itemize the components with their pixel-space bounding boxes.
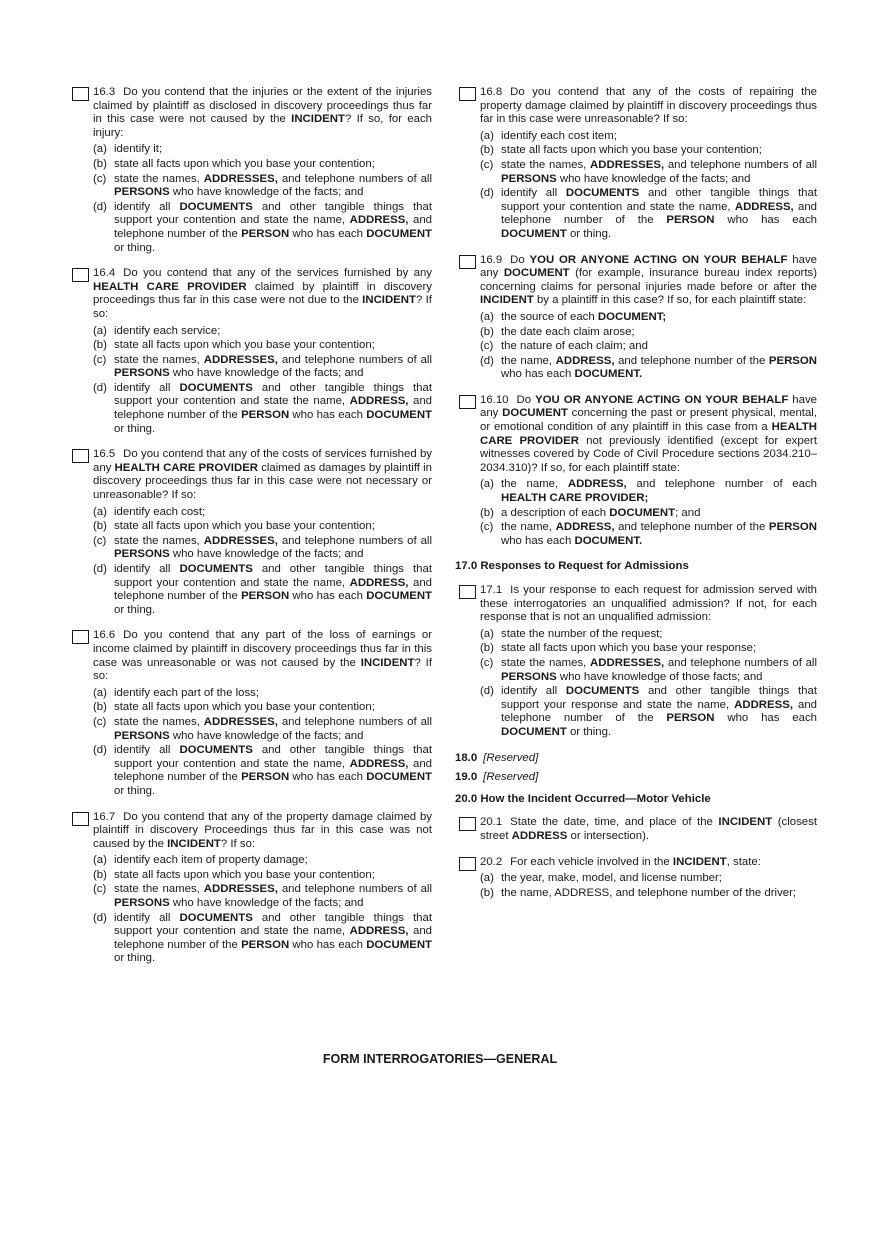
subpart-item (480, 159, 817, 186)
subpart-marker: (d) (93, 381, 107, 394)
defined-term: PERSON (768, 354, 817, 367)
defined-term: DOCUMENTS (565, 187, 640, 200)
section-17-heading: 17.0 Responses to Request for Admissions (455, 560, 689, 573)
defined-term: DOCUMENTS (565, 685, 640, 698)
subpart-marker: (b) (93, 868, 107, 881)
subpart-item (93, 506, 432, 520)
subpart-marker: (b) (480, 886, 494, 899)
defined-term: INCIDENT (360, 656, 415, 669)
defined-term: YOU OR ANYONE ACTING ON YOUR BEHALF (529, 253, 788, 266)
defined-term: ADDRESS, (349, 395, 409, 408)
subpart-marker: (a) (93, 505, 107, 518)
subpart-list (455, 130, 817, 242)
subpart-item (93, 520, 432, 534)
subpart-item (93, 382, 432, 436)
subpart-item (480, 326, 817, 340)
interrogatory-text: Do you contend that any of the property damage claimed by plaintiff in discovery Proceedings thus far in this case was not caused by the INCIDENT? If so: (93, 810, 432, 850)
interrogatory-16-4 (68, 267, 432, 436)
defined-term: PERSONS (114, 548, 170, 561)
defined-term: PERSONS (114, 729, 170, 742)
defined-term: ADDRESSES, (203, 172, 278, 185)
interrogatory-number: 17.1 (480, 584, 503, 596)
defined-term: DOCUMENT (503, 267, 570, 280)
subpart-marker: (d) (93, 200, 107, 213)
defined-term: DOCUMENT. (574, 368, 643, 381)
subpart-text: state the names, ADDRESSES, and telephone numbers of all PERSONS who have knowledge of those facts; and (501, 656, 817, 683)
reserved-section (455, 752, 817, 766)
subpart-item (93, 744, 432, 798)
subpart-item (480, 887, 817, 901)
subpart-list (455, 628, 817, 740)
subpart-text: state all facts upon which you base your contention; (114, 520, 375, 533)
interrogatory-stem (455, 254, 817, 308)
defined-term: ADDRESS, (349, 757, 409, 770)
defined-term: ADDRESS, (734, 200, 794, 213)
section-20-heading: 20.0 How the Incident Occurred—Motor Vehicle (455, 792, 711, 805)
defined-term: DOCUMENT (366, 771, 433, 784)
questions-16-group (455, 86, 817, 548)
interrogatory-20-2 (455, 856, 817, 901)
subpart-marker: (d) (480, 354, 494, 367)
defined-term: DOCUMENT (609, 506, 676, 519)
subpart-item (480, 340, 817, 354)
defined-term: PERSON (241, 590, 290, 603)
subpart-text: state all facts upon which you base your contention; (114, 339, 375, 352)
subpart-text: identify all DOCUMENTS and other tangible things that support your contention and state the name, ADDRESS, and telephone number of the PERSON who has each DOCUMENT or thing. (114, 381, 433, 435)
interrogatory-checkbox[interactable] (459, 857, 476, 871)
interrogatory-checkbox[interactable] (72, 630, 89, 644)
subpart-marker: (a) (480, 478, 494, 491)
defined-term: PERSON (241, 771, 290, 784)
interrogatory-stem (68, 811, 432, 852)
subpart-text: state the number of the request; (501, 627, 663, 640)
subpart-text: state all facts upon which you base your contention; (114, 701, 375, 714)
interrogatory-text: Do YOU OR ANYONE ACTING ON YOUR BEHALF have any DOCUMENT concerning the past or present physical, mental, or emotional condition of any plaintiff in this case from a HEALTH CARE PROVIDER not previously identified (except for expert witnesses covered by Code of Civil Procedure sections 2034.210–2034.310)? If so, for each plaintiff state: (480, 393, 817, 474)
interrogatory-number: 20.2 (480, 855, 503, 868)
defined-term: ADDRESSES, (590, 656, 665, 669)
defined-term: ADDRESSES, (203, 715, 278, 728)
interrogatory-checkbox[interactable] (72, 268, 89, 282)
subpart-item (93, 201, 432, 255)
questions-20-group (455, 816, 817, 900)
subpart-text: identify all DOCUMENTS and other tangible things that support your contention and state the name, ADDRESS, and telephone number of the PERSON who has each DOCUMENT or thing. (114, 911, 433, 965)
defined-term: ADDRESS, (734, 698, 793, 711)
left-column (68, 86, 432, 978)
subpart-marker: (a) (480, 310, 494, 323)
defined-term: PERSON (768, 521, 817, 534)
subpart-text: the name, ADDRESS, and telephone number of the PERSON who has each DOCUMENT. (501, 521, 817, 547)
interrogatory-text: State the date, time, and place of the INCIDENT (closest street ADDRESS or intersection). (480, 816, 817, 842)
subpart-marker: (a) (93, 324, 107, 337)
interrogatory-16-10 (455, 394, 817, 549)
subpart-marker: (b) (480, 144, 494, 157)
interrogatory-stem (455, 816, 817, 843)
defined-term: ADDRESSES, (203, 353, 278, 366)
subpart-marker: (b) (480, 325, 494, 338)
subpart-item (93, 854, 432, 868)
subpart-marker: (b) (93, 339, 107, 352)
interrogatory-number: 16.8 (480, 86, 503, 98)
defined-term: INCIDENT (480, 294, 534, 307)
interrogatory-20-1 (455, 816, 817, 843)
subpart-text: state the names, ADDRESSES, and telephone numbers of all PERSONS who have knowledge of the facts; and (501, 158, 817, 185)
interrogatory-text: Do you contend that any of the services furnished by any HEALTH CARE PROVIDER claimed by plaintiff in discovery proceedings thus far in this case were not due to the INCIDENT? If so: (93, 267, 433, 320)
defined-term: DOCUMENTS (179, 744, 253, 757)
reserved-number: 19.0 (455, 771, 478, 784)
subpart-item (93, 912, 432, 966)
interrogatory-checkbox[interactable] (459, 255, 476, 269)
interrogatory-checkbox[interactable] (459, 585, 476, 599)
defined-term: DOCUMENT; (597, 310, 667, 323)
subpart-marker: (a) (93, 854, 107, 867)
defined-term: DOCUMENT (366, 590, 433, 603)
defined-term: INCIDENT (362, 294, 416, 307)
subpart-list (68, 325, 432, 437)
subpart-list (455, 311, 817, 382)
defined-term: ADDRESS, (349, 925, 409, 938)
subpart-marker: (a) (480, 627, 494, 640)
subpart-list (455, 478, 817, 548)
subpart-marker: (d) (93, 744, 107, 757)
interrogatory-number: 16.6 (93, 629, 116, 642)
subpart-item (480, 642, 817, 656)
subpart-marker: (d) (480, 685, 494, 698)
reserved-label: [Reserved] (483, 751, 539, 764)
defined-term: PERSONS (114, 897, 170, 910)
subpart-marker: (c) (480, 340, 494, 353)
interrogatory-text: For each vehicle involved in the INCIDENT, state: (510, 855, 761, 868)
defined-term: DOCUMENTS (179, 563, 253, 575)
defined-term: PERSONS (501, 670, 557, 683)
interrogatory-text: Do you contend that any of the costs of services furnished by any HEALTH CARE PROVIDER claimed as damages by plaintiff in discovery proceedings thus far in this case were not necessary or unreasonable? If so: (93, 448, 432, 502)
interrogatory-stem (68, 267, 432, 321)
subpart-item (93, 158, 432, 172)
defined-term: ADDRESSES, (590, 158, 665, 171)
question-17-1-group (455, 584, 817, 740)
interrogatory-stem (455, 394, 817, 476)
defined-term: INCIDENT (167, 837, 221, 850)
defined-term: INCIDENT (672, 855, 727, 868)
subpart-item (93, 687, 432, 701)
interrogatory-stem (455, 856, 817, 870)
interrogatory-number: 16.7 (93, 810, 116, 823)
defined-term: DOCUMENT (502, 407, 568, 420)
subpart-marker: (b) (93, 701, 107, 714)
defined-term: INCIDENT (718, 816, 773, 829)
interrogatory-number: 20.1 (480, 816, 503, 829)
subpart-text: the source of each DOCUMENT; (501, 310, 667, 323)
interrogatory-checkbox[interactable] (72, 87, 89, 101)
defined-term: DOCUMENT. (574, 534, 643, 547)
subpart-marker: (b) (93, 520, 107, 533)
defined-term: ADDRESS, (567, 478, 627, 491)
subpart-text: state all facts upon which you base your contention; (114, 868, 375, 881)
subpart-item (93, 143, 432, 157)
subpart-text: state all facts upon which you base your contention; (501, 144, 762, 157)
interrogatory-16-3 (68, 86, 432, 255)
subpart-marker: (c) (480, 158, 494, 171)
subpart-text: identify all DOCUMENTS and other tangible things that support your contention and state the name, ADDRESS, and telephone number of the PERSON who has each DOCUMENT or thing. (114, 744, 433, 797)
defined-term: INCIDENT (291, 113, 345, 126)
defined-term: DOCUMENT (501, 227, 567, 240)
subpart-item (480, 311, 817, 325)
subpart-item (480, 478, 817, 505)
subpart-text: the nature of each claim; and (501, 340, 648, 353)
subpart-marker: (a) (480, 129, 494, 142)
defined-term: ADDRESS, (555, 521, 615, 534)
interrogatory-stem (455, 86, 817, 127)
subpart-text: identify each part of the loss; (114, 686, 259, 699)
subpart-item (480, 628, 817, 642)
defined-term: PERSON (241, 227, 290, 240)
subpart-text: state the names, ADDRESSES, and telephone numbers of all PERSONS who have knowledge of the facts; and (114, 534, 432, 561)
interrogatory-text: Do you contend that any part of the loss of earnings or income claimed by plaintiff in discovery proceedings thus far in this case was unreasonable or was not caused by the INCIDENT? If so: (93, 629, 432, 683)
subpart-text: a description of each DOCUMENT; and (501, 506, 701, 519)
interrogatory-text: Is your response to each request for admission served with these interrogatories an unqualified admission? If not, for each response that is not an unqualified admission: (480, 584, 817, 624)
defined-term: ADDRESS, (349, 214, 409, 227)
interrogatory-number: 16.4 (93, 267, 116, 280)
defined-term: HEALTH CARE PROVIDER (480, 421, 817, 447)
subpart-text: identify each service; (114, 324, 221, 337)
form-footer-title: FORM INTERROGATORIES—GENERAL (322, 1052, 558, 1066)
interrogatory-number: 16.9 (480, 253, 503, 266)
subpart-item (480, 187, 817, 241)
subpart-item (93, 535, 432, 562)
reserved-number: 18.0 (455, 751, 478, 764)
right-column (455, 86, 817, 912)
subpart-marker: (b) (480, 506, 494, 519)
subpart-item (93, 325, 432, 339)
defined-term: HEALTH CARE PROVIDER; (501, 492, 649, 505)
reserved-sections (455, 752, 817, 785)
subpart-item (480, 355, 817, 382)
subpart-item (480, 130, 817, 144)
subpart-item (480, 657, 817, 684)
subpart-text: identify each item of property damage; (114, 854, 308, 867)
subpart-item (480, 144, 817, 158)
subpart-marker: (a) (480, 872, 494, 885)
defined-term: ADDRESSES, (203, 883, 278, 896)
subpart-text: identify all DOCUMENTS and other tangible things that support your contention and state the name, ADDRESS, and telephone number of the PERSON who has each DOCUMENT or thing. (501, 187, 817, 240)
defined-term: HEALTH CARE PROVIDER (114, 461, 259, 474)
defined-term: ADDRESS, (555, 354, 615, 367)
defined-term: HEALTH CARE PROVIDER (93, 280, 247, 293)
subpart-item (93, 563, 432, 617)
subpart-list (68, 506, 432, 618)
subpart-text: identify all DOCUMENTS and other tangible things that support your contention and state the name, ADDRESS, and telephone number of the PERSON who has each DOCUMENT or thing. (114, 200, 433, 254)
interrogatory-16-9 (455, 254, 817, 382)
defined-term: PERSON (241, 938, 290, 951)
interrogatory-checkbox[interactable] (459, 87, 476, 101)
subpart-item (93, 339, 432, 353)
subpart-item (93, 173, 432, 200)
defined-term: DOCUMENTS (179, 200, 253, 213)
subpart-text: the name, ADDRESS, and telephone number of each HEALTH CARE PROVIDER; (501, 478, 817, 505)
defined-term: PERSON (666, 712, 715, 725)
subpart-text: state the names, ADDRESSES, and telephone numbers of all PERSONS who have knowledge of the facts; and (114, 172, 432, 199)
interrogatory-16-6 (68, 629, 432, 798)
defined-term: DOCUMENTS (179, 381, 253, 394)
interrogatory-17-1 (455, 584, 817, 740)
subpart-item (93, 716, 432, 743)
subpart-marker: (d) (93, 563, 107, 575)
subpart-list (68, 687, 432, 799)
subpart-marker: (c) (480, 521, 494, 534)
interrogatory-checkbox[interactable] (72, 812, 89, 826)
subpart-marker: (a) (93, 143, 107, 156)
interrogatory-stem (68, 448, 432, 502)
subpart-item (93, 869, 432, 883)
subpart-list (68, 854, 432, 966)
interrogatory-text: Do you contend that the injuries or the extent of the injuries claimed by plaintiff as disclosed in discovery proceedings thus far in this case were not caused by the INCIDENT? If so, for each injury: (93, 86, 432, 139)
subpart-marker: (d) (480, 187, 494, 200)
reserved-label: [Reserved] (483, 771, 539, 784)
defined-term: PERSON (241, 409, 290, 422)
subpart-text: state the names, ADDRESSES, and telephone numbers of all PERSONS who have knowledge of the facts; and (114, 883, 432, 910)
interrogatory-text: Do YOU OR ANYONE ACTING ON YOUR BEHALF have any DOCUMENT (for example, insurance bureau index reports) concerning claims for personal injuries made before or after the INCIDENT by a plaintiff in this case? If so, for each plaintiff state: (480, 253, 818, 307)
subpart-marker: (a) (93, 686, 107, 699)
subpart-text: identify all DOCUMENTS and other tangible things that support your response and state the name, ADDRESS, and telephone number of the PERSON who has each DOCUMENT or thing. (501, 685, 817, 738)
subpart-text: state the names, ADDRESSES, and telephone numbers of all PERSONS who have knowledge of the facts; and (114, 353, 432, 380)
interrogatory-16-5 (68, 448, 432, 617)
subpart-marker: (c) (93, 883, 107, 896)
defined-term: ADDRESS, (349, 576, 409, 589)
subpart-text: state the names, ADDRESSES, and telephone numbers of all PERSONS who have knowledge of the facts; and (114, 715, 432, 742)
defined-term: PERSON (666, 214, 715, 227)
subpart-item (93, 883, 432, 910)
subpart-marker: (b) (93, 157, 107, 170)
subpart-text: identify each cost item; (501, 129, 617, 142)
interrogatory-stem (455, 584, 817, 625)
subpart-marker: (c) (93, 534, 107, 547)
defined-term: DOCUMENTS (179, 911, 253, 924)
subpart-text: identify each cost; (114, 505, 206, 518)
subpart-marker: (c) (480, 656, 494, 669)
subpart-text: identify all DOCUMENTS and other tangible things that support your contention and state the name, ADDRESS, and telephone number of the PERSON who has each DOCUMENT or thing. (114, 563, 433, 616)
interrogatory-checkbox[interactable] (459, 817, 476, 831)
interrogatory-number: 16.3 (93, 86, 116, 98)
subpart-item (480, 685, 817, 739)
defined-term: DOCUMENT (366, 938, 433, 951)
defined-term: PERSONS (501, 172, 557, 185)
interrogatory-stem (68, 629, 432, 683)
defined-term: ADDRESSES, (203, 534, 278, 547)
interrogatory-number: 16.5 (93, 448, 116, 461)
subpart-text: the year, make, model, and license number; (501, 872, 722, 885)
interrogatory-stem (68, 86, 432, 140)
subpart-marker: (c) (93, 172, 107, 185)
defined-term: PERSONS (114, 186, 170, 199)
subpart-text: the name, ADDRESS, and telephone number of the driver; (501, 886, 797, 899)
subpart-text: state all facts upon which you base your contention; (114, 157, 375, 170)
defined-term: YOU OR ANYONE ACTING ON YOUR BEHALF (535, 393, 789, 406)
defined-term: DOCUMENT (501, 725, 567, 738)
defined-term: DOCUMENT (366, 409, 433, 422)
subpart-text: the name, ADDRESS, and telephone number of the PERSON who has each DOCUMENT. (501, 354, 817, 381)
subpart-item (480, 872, 817, 886)
subpart-marker: (b) (480, 642, 494, 655)
subpart-marker: (c) (93, 715, 107, 728)
subpart-item (480, 521, 817, 548)
subpart-text: the date each claim arose; (501, 325, 635, 338)
interrogatory-16-8 (455, 86, 817, 242)
subpart-item (93, 354, 432, 381)
interrogatory-text: Do you contend that any of the costs of repairing the property damage claimed by plaintiff in discovery proceedings thus far in this case were unreasonable? If so: (480, 86, 817, 126)
interrogatory-number: 16.10 (480, 393, 509, 406)
subpart-item (480, 507, 817, 521)
defined-term: ADDRESS (511, 829, 568, 842)
defined-term: PERSONS (114, 367, 170, 380)
interrogatory-checkbox[interactable] (72, 449, 89, 463)
subpart-list (455, 872, 817, 900)
subpart-marker: (d) (93, 911, 107, 924)
reserved-section (455, 771, 817, 785)
subpart-list (68, 143, 432, 255)
interrogatory-checkbox[interactable] (459, 395, 476, 409)
interrogatory-16-7 (68, 811, 432, 967)
subpart-text: state all facts upon which you base your response; (501, 642, 757, 655)
subpart-marker: (c) (93, 353, 107, 366)
defined-term: DOCUMENT (366, 227, 433, 240)
subpart-text: identify it; (114, 143, 163, 156)
subpart-item (93, 701, 432, 715)
